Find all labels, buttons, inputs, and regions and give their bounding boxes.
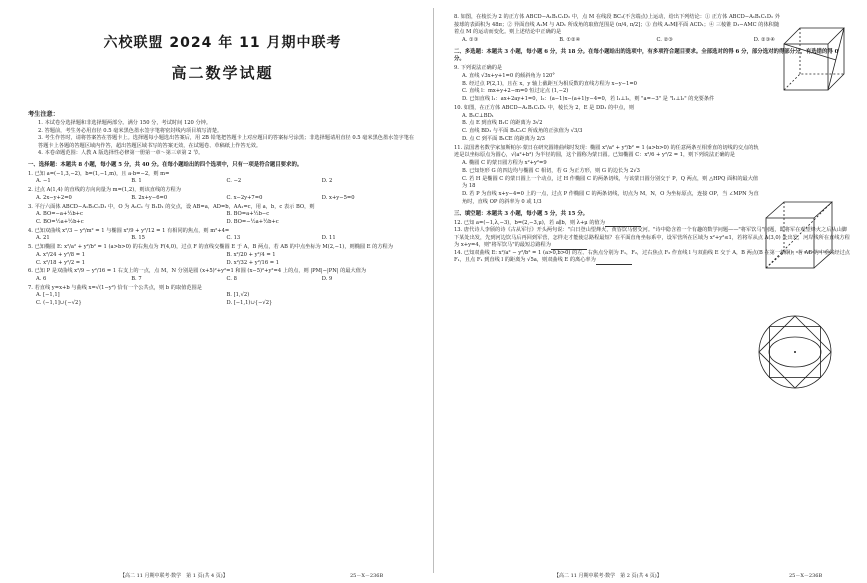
notice-title: 考生注意： [28, 111, 59, 118]
option: B. 已知矩形 G 的四边均与椭圆 C 相切，若 G 为正方形，则 G 的边长为 2√3 [462, 167, 640, 174]
option: A. 2x−y+2=0 [36, 194, 72, 201]
question-7-options [36, 292, 417, 308]
option: B. x²/20 + y²/4 = 1 [226, 251, 276, 258]
option: C. 13 [226, 235, 241, 242]
cube-diagonal [828, 28, 844, 90]
question-2: 2. 过点 A(1,4) 的直线的方向向量为 m=(1,2)，则该直线的方程为 [28, 187, 181, 194]
cube-hidden-edges [766, 252, 832, 268]
question-8: 8. 如图，在棱长为 2 的正方体 ABCD−A₁B₁C₁D₁ 中，点 M 在线段 BC₁(不含端点)上运动，给出下列结论：① 正方体 ABCD−A₁B₁C₁D₁ 外接球的表面积为 48π；② 异面直线 A₁M 与 AD₁ 所成角的取值范围是 (π/4, π/2]；③ 直线 A₁M∥平面 ACD₁；④ 三棱锥 D₁−AMC 的体积随着点 M 的运动而变化。则上述结论中正确的是 [454, 14, 780, 36]
cube-figure-q10 [760, 196, 838, 276]
option: D. x+y−5=0 [321, 194, 355, 201]
question-6-options [36, 276, 417, 284]
option: B. 经过点 P(2,1)，且在 x，y 轴上截距互为相反数的直线方程为 x−y−1=0 [462, 80, 637, 87]
option: B. BO=a+½b−c [226, 211, 270, 218]
option: C. x²/18 + y²/2 = 1 [36, 259, 86, 266]
option: B. 15 [131, 235, 145, 242]
section-2-heading: 二、多选题：本题共 3 小题，每小题 6 分，共 18 分。在每小题给出的选项中，有多项符合题目要求。全部选对的得 6 分，部分选对的得部分分，有选错的得 0 分。 [454, 48, 839, 63]
option: A. −1 [36, 178, 51, 185]
section-3-heading: 三、填空题：本题共 3 小题，每小题 5 分，共 15 分。 [454, 210, 589, 217]
cube-top-face [766, 202, 832, 218]
option: A. ①③ [462, 36, 479, 43]
option: A. B₁C⊥BD₁ [462, 112, 494, 119]
question-1: 1. 已知 a=(−1,3,−2)，b=(1,−1,m)，且 a·b=−2，则 m= [28, 170, 170, 177]
option: D. ②③④ [753, 36, 775, 43]
option: C. 直线 BD₁ 与平面 B₁C₁C 所成角的正弦值为 √3/3 [462, 128, 583, 135]
option: B. [1,√2) [226, 292, 250, 299]
question-1-options [36, 178, 417, 186]
option: B. 1 [131, 178, 142, 185]
option: A. BO=−a+½b+c [36, 211, 83, 218]
option: A. 直线 √3x+y+1=0 的倾斜角为 120° [462, 72, 555, 79]
monge-circle-figure [755, 312, 835, 392]
notice-block [28, 109, 417, 158]
page-footer-left: 【高二 11 月期中联考·数学 第 1 页(共 4 页)】 [120, 573, 228, 579]
question-3-options [36, 211, 417, 227]
option: A. [−1,1] [36, 292, 60, 299]
option: A. 椭圆 C 的蒙日圆方程为 x²+y²=9 [462, 159, 547, 166]
option: C. 8 [226, 275, 237, 282]
notice-item: 4. 本卷命题范围：人教 A 版选择性必修第一册第一章～第三章第 2 节。 [38, 150, 204, 157]
question-4: 4. 已知双曲线 x²/3 − y²/m² = 1 与椭圆 x²/9 + y²/12 = 1 有相同的焦点，则 m²+4= [28, 227, 230, 234]
option: C. 若 H 是椭圆 C 的蒙日圆上一个动点，过 H 作椭圆 C 的两条切线，与该蒙日圆分别交于 P，Q 两点，则 △HPQ 面积的最大值为 18 [462, 175, 759, 190]
option: D. 已知直线 l₁：ax+2ay+1=0，l₂：(a−1)x−(a+1)y−4=0，若 l₁⊥l₂，则 "a=−3" 是 "l₁⊥l₂" 的充要条件 [462, 96, 715, 103]
option: D. 11 [321, 235, 336, 242]
option: A. 6 [36, 275, 47, 282]
option: B. 2x+y−6=0 [131, 194, 168, 201]
exam-title: 六校联盟 2024 年 11 月期中联考 [103, 35, 342, 51]
question-5: 5. 已知椭圆 E: x²/a² + y²/b² = 1 (a>b>0) 的右焦点为 F(4,0)，过点 F 的直线交椭圆 E 于 A，B 两点，若 AB 的中点坐标为 M(2,−1)，则椭圆 E 的方程为 [28, 244, 393, 251]
page-footer-code: 25－X－236B [350, 573, 384, 579]
question-3: 3. 平行六面体 ABCD−A₁B₁C₁D₁ 中，O 为 A₁C₁ 与 B₁D₁ 的交点，设 AB=a，AD=b，AA₁=c，用 a，b，c 表示 BO，则 [28, 203, 315, 210]
notice-item: 3. 考生作答时，请将答案答在答题卡上。选择题每小题选出答案后，用 2B 铅笔把答题卡上对应题目的答案标号涂黑；非选择题请用直径 0.5 毫米黑色墨水签字笔在答题卡上各题的答题区域内作答，超出答题区域书写的答案无效，在试题卷、草稿纸上作答无效。 [38, 135, 415, 149]
option: C. ②③ [656, 36, 673, 43]
option: D. 点 C 到平面 B₁CE 的距离为 2/3 [462, 135, 545, 142]
cube-figure-q8 [778, 20, 848, 100]
question-10: 10. 如图，在正方体 ABCD−A₁B₁C₁D₁ 中，棱长为 2，E 是 DD₁ 的中点，则 [454, 104, 634, 111]
notice-item: 2. 答题前，考生务必用直径 0.5 毫米黑色墨水签字笔将密封线内项目填写清楚。 [38, 127, 223, 134]
question-7: 7. 若直线 y=x+b 与曲线 x=√(1−y²) 恰有一个公共点，则 b 的取值范围是 [28, 284, 202, 291]
notice-item: 1. 本试卷分选择题和非选择题两部分。满分 150 分，考试时间 120 分钟。 [38, 120, 212, 126]
option: C. −2 [226, 178, 242, 185]
option: B. 点 E 到直线 B₁C 的距离为 3√2 [462, 120, 543, 127]
option: C. 直线 l：mx+y+2−m=0 恒过定点 (1,−2) [462, 88, 569, 95]
option: D. BO=−½a+½b+c [226, 218, 279, 225]
option: C. x−2y+7=0 [226, 194, 263, 201]
question-13-text: 13. 唐代诗人李颀的诗《古从军行》开头两句说："白日登山望烽火，黄昏饮马傍交河。"诗中隐含着一个有趣的数学问题——"将军饮马"问题，即将军在观望烽火之后从山脚下某处出发，先到河边饮马后再回到军营，怎样走才能使总路程最短？在平面直角坐标系中，设军营所在区域为 x²+y²≤1，若将军从点 A(3,0) 处出发，河岸线所在直线方程为 x+y=4，则"将军饮马"的最短总路程为 [454, 227, 850, 249]
option: D. 9 [321, 275, 333, 282]
origin-point [794, 351, 796, 353]
subject-title: 高二数学试题 [171, 64, 274, 82]
left-column [0, 0, 433, 583]
page-footer-code: 25－X－236B [789, 573, 823, 579]
question-6: 6. 已知 P 是双曲线 x²/9 − y²/16 = 1 右支上的一点，点 M，N 分别是圆 (x+5)²+y²=1 和圆 (x−5)²+y²=4 上的点，则 |PM|−|PN| 的最大值为 [28, 268, 367, 275]
answer-blank [596, 259, 632, 265]
option: D. 若 P 为直线 x+y−4=0 上的一点，过点 P 作椭圆 C 的两条切线，切点为 M，N，O 为坐标原点，连接 OP，当 ∠MPN 为直角时，直线 OP 的斜率为 0 或 1/3 [462, 191, 759, 205]
option: A. 21 [36, 235, 50, 242]
question-5-options [36, 252, 417, 268]
option: D. [−1,1)∪{−√2} [226, 300, 273, 307]
question-2-options [36, 195, 417, 203]
option: D. 2 [321, 178, 333, 185]
option: D. x²/32 + y²/16 = 1 [226, 259, 280, 266]
section-1-heading: 一、选择题：本题共 8 小题，每小题 5 分，共 40 分。在每小题给出的四个选项中，只有一项是符合题目要求的。 [28, 161, 303, 168]
question-12-text: 12. 已知 a=(−1,λ,−3)，b=(2,−3,μ)，若 a∥b，则 λ+μ 的值为 [454, 219, 605, 226]
option: B. 7 [131, 275, 142, 282]
question-11: 11. 法国著名数学家加斯帕尔·蒙日在研究圆锥曲线时发现：椭圆 x²/a² + y²/b² = 1 (a>b>0) 的任意两条互相垂直的切线的交点的轨迹是以坐标原点为圆心，√(a²+b²) 为半径的圆，这个圆称为蒙日圆。已知椭圆 C：x²/6 + y²/2 = 1，则下列说法正确的是 [454, 144, 759, 159]
option: C. (−1,1]∪{−√2} [36, 300, 82, 307]
cube-top-face [784, 28, 844, 44]
option: A. x²/24 + y²/8 = 1 [36, 251, 86, 258]
question-9: 9. 下列说法正确的是 [454, 65, 503, 72]
question-4-options [36, 235, 417, 243]
cube-hidden-edges [784, 74, 844, 90]
question-14-text: 14. 已知双曲线 E: x²/a² − y²/b² = 1 (a>0,b>0) 的左、右焦点分别为 F₁，F₂，过右焦点 F₂ 作直线 l 与双曲线 E 交于 A，B 两点(B 在第一象限)，若 AB 的中垂线经过点 F₁，且点 F₁ 到直线 l 的距离为 √5a，则双曲线 E 的离心率为 [454, 249, 850, 264]
cube-right-edges [814, 202, 832, 268]
question-10-options [462, 113, 761, 144]
page-footer-left: 【高二 11 月期中联考·数学 第 2 页(共 4 页)】 [554, 573, 662, 579]
option: B. ①②④ [559, 36, 581, 43]
cube-space-diagonal [766, 202, 832, 268]
option: C. BO=½a+½b+c [36, 218, 84, 225]
question-11-options [462, 160, 761, 207]
cube-front-face [766, 218, 814, 268]
